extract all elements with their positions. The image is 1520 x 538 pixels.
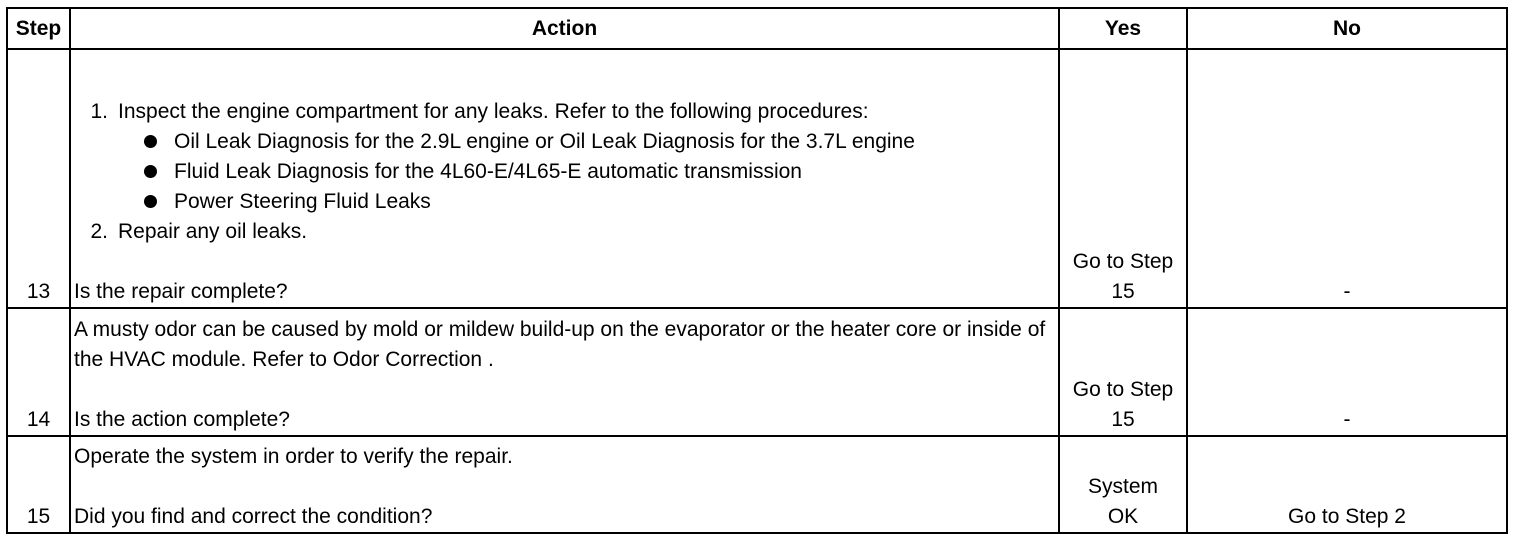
step-number: 14 (7, 308, 70, 436)
bullet-icon (144, 127, 174, 157)
step-number: 15 (7, 436, 70, 533)
question-text: Is the repair complete? (74, 280, 288, 303)
bullet-text: Oil Leak Diagnosis for the 2.9L engine or Oil Leak Diagnosis for the 3.7L engine (174, 130, 915, 153)
bullet-item (74, 127, 1055, 157)
action-cell (70, 49, 1059, 308)
bullet-text: Fluid Leak Diagnosis for the 4L60-E/4L65-E automatic transmission (174, 160, 802, 183)
no-cell: - (1187, 308, 1507, 436)
item-number: 2. (90, 220, 108, 243)
yes-cell: Go to Step 15 (1059, 308, 1187, 436)
header-action: Action (70, 8, 1059, 49)
header-step: Step (7, 8, 70, 49)
header-no: No (1187, 8, 1507, 49)
item-number: 1. (90, 100, 108, 123)
bullet-text: Power Steering Fluid Leaks (174, 190, 431, 213)
bullet-icon (144, 187, 174, 217)
bullet-item (74, 157, 1055, 187)
no-cell: - (1187, 49, 1507, 308)
question-text: Did you find and correct the condition? (74, 505, 433, 528)
action-text: A musty odor can be caused by mold or mildew build-up on the evaporator or the heater core or inside of the HVAC module. Refer to Odor Correction . (74, 318, 1046, 371)
yes-cell: Go to Step 15 (1059, 49, 1187, 308)
item-text: Inspect the engine compartment for any leaks. Refer to the following procedures: (118, 100, 869, 123)
action-cell (70, 436, 1059, 533)
header-yes: Yes (1059, 8, 1187, 49)
header-row (7, 8, 1507, 49)
bullet-icon (144, 157, 174, 187)
table-row-step-13 (7, 49, 1507, 308)
item-text: Repair any oil leaks. (118, 220, 308, 243)
table-row-step-14 (7, 308, 1507, 436)
action-text: Operate the system in order to verify the repair. (74, 445, 513, 468)
no-cell: Go to Step 2 (1187, 436, 1507, 533)
numbered-item (74, 217, 1055, 247)
numbered-item (74, 97, 1055, 127)
question-text: Is the action complete? (74, 408, 290, 431)
table-row-step-15 (7, 436, 1507, 533)
bullet-item (74, 187, 1055, 217)
action-cell (70, 308, 1059, 436)
yes-cell: System OK (1059, 436, 1187, 533)
step-number: 13 (7, 49, 70, 308)
diagnostic-table (6, 7, 1508, 534)
